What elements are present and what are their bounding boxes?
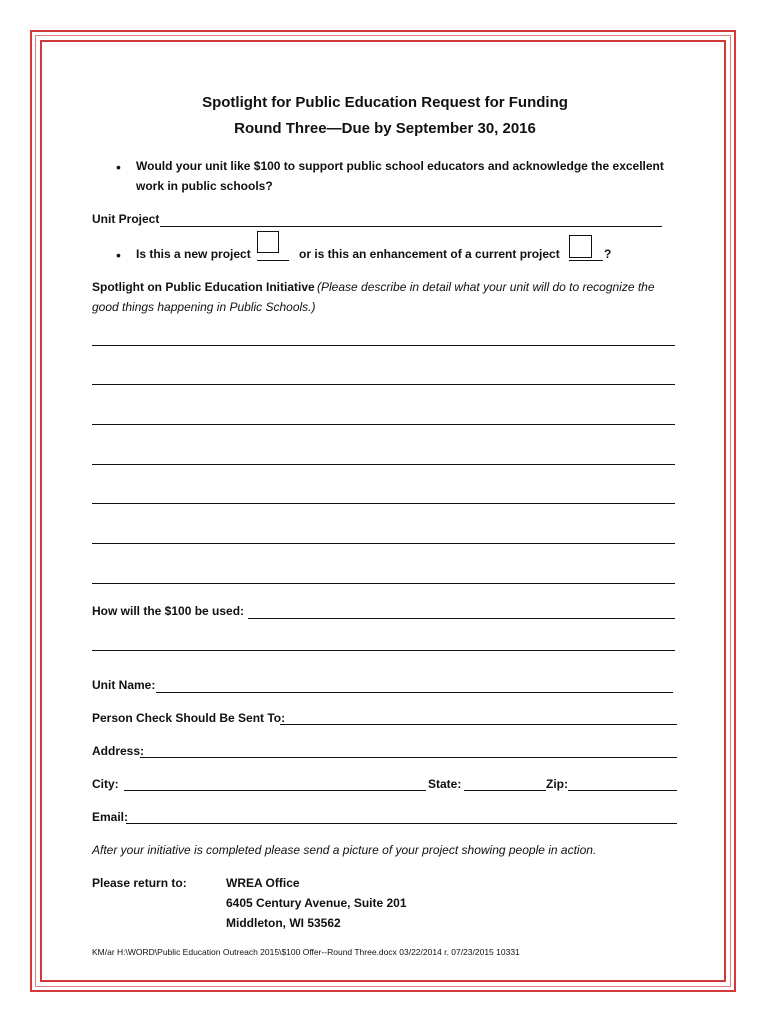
initiative-answer-line[interactable] [92,345,675,346]
question-support-line1: Would your unit like $100 to support public school educators and acknowledge the excellent [136,159,664,173]
unit-project-label: Unit Project [92,212,160,226]
initiative-answer-line[interactable] [92,464,675,465]
return-office-name: WREA Office [226,876,300,890]
address-label: Address: [92,744,145,758]
unit-name-label: Unit Name: [92,678,156,692]
question-mark: ? [604,247,612,261]
return-street: 6405 Century Avenue, Suite 201 [226,896,407,910]
form-subtitle: Round Three—Due by September 30, 2016 [234,120,536,137]
email-field[interactable] [126,823,677,824]
how-used-field[interactable] [248,618,675,619]
zip-label: Zip: [546,777,568,791]
how-used-label: How will the $100 be used: [92,604,245,618]
bullet-icon: • [116,159,121,175]
unit-project-field[interactable] [160,226,662,227]
state-label: State: [428,777,462,791]
document-footer: KM/ar H:\WORD\Public Education Outreach 2015\$100 Offer--Round Three.docx 03/22/2014 r. 07/23/2015 10331 [92,947,520,957]
how-used-field-line2[interactable] [92,650,675,651]
return-city: Middleton, WI 53562 [226,916,341,930]
check-recipient-field[interactable] [280,724,677,725]
initiative-answer-line[interactable] [92,503,675,504]
initiative-prompt-line1: (Please describe in detail what your unit will do to recognize the [317,280,655,294]
initiative-answer-line[interactable] [92,583,675,584]
form-title: Spotlight for Public Education Request for Funding [202,94,568,111]
after-completion-note: After your initiative is completed please send a picture of your project showing people in action. [92,843,597,857]
check-recipient-label: Person Check Should Be Sent To: [92,711,286,725]
initiative-answer-line[interactable] [92,384,675,385]
initiative-prompt-line2: good things happening in Public Schools.) [92,300,316,314]
city-label: City: [92,777,119,791]
return-label: Please return to: [92,876,187,890]
address-field[interactable] [140,757,677,758]
new-project-label: Is this a new project [136,247,251,261]
zip-field[interactable] [568,790,677,791]
unit-name-field[interactable] [156,692,673,693]
city-field[interactable] [124,790,426,791]
initiative-answer-line[interactable] [92,424,675,425]
initiative-answer-line[interactable] [92,543,675,544]
enhancement-checkbox[interactable] [569,235,592,258]
enhancement-label: or is this an enhancement of a current project [299,247,560,261]
new-project-underline [257,260,289,261]
initiative-label: Spotlight on Public Education Initiative [92,280,315,294]
enhancement-underline [569,260,603,261]
bullet-icon: • [116,247,121,263]
question-support-line2: work in public schools? [136,179,273,193]
state-field[interactable] [464,790,546,791]
new-project-checkbox[interactable] [257,231,279,253]
email-label: Email: [92,810,129,824]
